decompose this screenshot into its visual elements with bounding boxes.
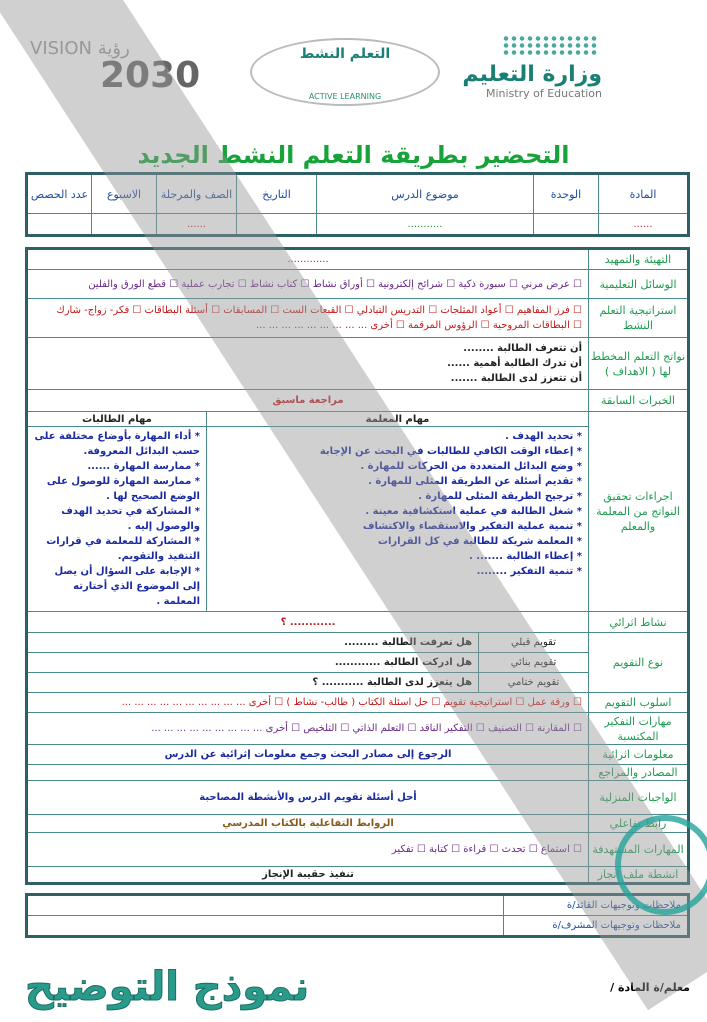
assessment-type: تقويم بنائي <box>479 653 589 673</box>
value-week[interactable] <box>92 214 157 236</box>
strategy-line[interactable]: ☐ البطاقات المروحية ☐ الرؤوس المرقمة ☐ أخرى ... ... ... ... ... ... ... ... ... <box>256 320 582 331</box>
page-title: التحضير بطريقة التعلم النشط الجديد <box>137 141 570 169</box>
student-task: * ممارسة المهارة للوصول على الوضع الصحيح لها . <box>46 476 200 502</box>
student-task: * أداء المهارة بأوضاع مختلفة على حسب البدائل المعروفة. <box>34 431 200 457</box>
active-learning-en: ACTIVE LEARNING <box>308 92 382 101</box>
header-grade: الصف والمرحلة <box>157 174 237 214</box>
student-task: * المشاركة في تحديد الهدف والوصول إليه . <box>61 506 200 532</box>
header-subject: المادة <box>599 174 689 214</box>
assessment-question: هل ادركت الطالبة ............ <box>27 653 479 673</box>
label-sources: المصادر والمراجع <box>589 765 689 781</box>
assessment-question: هل يتعزز لدى الطالبة ........... ؟ <box>27 673 479 693</box>
active-learning-logo <box>250 38 440 106</box>
student-tasks-header: مهام الطالبات <box>27 412 207 427</box>
value-sources[interactable] <box>27 765 589 781</box>
value-interactive-link[interactable]: الروابط التفاعلية بالكتاب المدرسي <box>27 815 589 833</box>
target-skills-checkboxes[interactable]: ☐ استماع ☐ تحدث ☐ قراءة ☐ كتابة ☐ تفكير <box>27 833 589 867</box>
label-outcomes: نواتج التعلم المخطط لها ( الاهداف ) <box>589 338 689 390</box>
teacher-tasks-header: مهام المعلمة <box>207 412 589 427</box>
value-prior-experience: مراجعة ماسبق <box>27 390 589 412</box>
value-date[interactable] <box>237 214 317 236</box>
watermark-text: نموذج التوضيح <box>25 964 310 1010</box>
label-target-skills: المهارات المستهدفة <box>589 833 689 867</box>
label-prior-experience: الخبرات السابقة <box>589 390 689 412</box>
vision-2030-logo <box>30 38 200 96</box>
header-periods: عدد الحصص <box>27 174 92 214</box>
teacher-task: * المعلمة شريكة للطالبة في كل القرارات <box>377 536 582 547</box>
thinking-skills-checkboxes[interactable]: ☐ المقارنة ☐ التصنيف ☐ التفكير الناقد ☐ التعلم الذاتي ☐ التلخيص ☐ أخرى ... ... ... ... ... ... ... ... ... <box>27 713 589 745</box>
value-portfolio: تنفيذ حقيبة الإنجاز <box>27 867 589 884</box>
teacher-task: * تقديم أسئلة عن الطريقة المثلى للمهارة . <box>368 476 582 487</box>
teacher-task: * ترجيح الطريقة المثلى للمهارة . <box>418 491 582 502</box>
supervisor-notes-field[interactable] <box>27 916 504 937</box>
teacher-task: * إعطاء الوقت الكافي للطالبات في البحث عن الإجابة <box>319 446 582 457</box>
teacher-task: * إعطاء الطالبة ....... . <box>469 551 582 562</box>
ministry-logo <box>462 62 602 100</box>
value-homework: أحل أسئلة تقويم الدرس والأنشطة المصاحبة <box>27 781 589 815</box>
teacher-signature-label: معلم/ة المادة / <box>610 980 690 994</box>
student-tasks <box>27 427 207 612</box>
notes-table <box>25 893 690 938</box>
assessment-method-checkboxes[interactable]: ☐ ورقة عمل ☐ استراتيجية تقويم ☐ حل اسئلة الكتاب ( طالب- نشاط ) ☐ أخرى ... ... ... ... ... ... ... ... ... ... <box>27 693 589 713</box>
value-subject[interactable]: ...... <box>599 214 689 236</box>
outcomes-list <box>27 338 589 390</box>
teacher-tasks <box>207 427 589 612</box>
label-warmup: التهيئة والتمهيد <box>589 249 689 270</box>
label-enrichment: نشاط اثرائي <box>589 612 689 633</box>
teacher-task: * تنمية التفكير ........ <box>476 566 582 577</box>
label-interactive-link: رابط تفاعلي <box>589 815 689 833</box>
label-homework: الواجبات المنزلية <box>589 781 689 815</box>
header-week: الاسبوع <box>92 174 157 214</box>
label-supervisor-notes: ملاحظات وتوجيهات المشرف/ة <box>504 916 689 937</box>
page-header <box>0 0 707 135</box>
leader-notes-field[interactable] <box>27 895 504 916</box>
teaching-aids-checkboxes[interactable]: ☐ عرض مرني ☐ سبورة ذكية ☐ شرائح إلكترونية ☐ أوراق نشاط ☐ كتاب نشاط ☐ تجارب عملية ☐ قطع الورق والفلين <box>27 270 589 299</box>
teacher-task: * شغل الطالبة في عملية استكشافية معينة . <box>365 506 582 517</box>
lesson-info-table <box>25 172 690 237</box>
value-extra-info: الرجوع إلى مصادر البحث وجمع معلومات إثرائية عن الدرس <box>27 745 589 765</box>
assessment-type: تقويم قبلي <box>479 633 589 653</box>
ministry-logo-icon <box>502 35 597 57</box>
teacher-task: * تنمية عملية التفكير والاستقصاء والاكتشاف <box>362 521 582 532</box>
label-extra-info: معلومات اثرائية <box>589 745 689 765</box>
active-learning-ar: التعلم النشط <box>299 46 391 62</box>
outcome-line: أن تتعزز لدى الطالبة ....... <box>450 373 582 384</box>
value-warmup[interactable]: ............. <box>27 249 589 270</box>
value-grade[interactable]: ...... <box>157 214 237 236</box>
ministry-name-en: Ministry of Education <box>485 87 602 100</box>
strategy-checkboxes[interactable] <box>27 299 589 338</box>
student-task: * الإجابة على السؤال أن يصل إلى الموضوع الذي أختارته المعلمة . <box>54 566 200 607</box>
label-portfolio: انشطة ملف انجاز <box>589 867 689 884</box>
value-lesson-topic[interactable]: ........... <box>317 214 534 236</box>
label-thinking-skills: مهارات التفكير المكتسبة <box>589 713 689 745</box>
value-periods[interactable] <box>27 214 92 236</box>
value-unit[interactable] <box>534 214 599 236</box>
outcome-line: أن تتعرف الطالبة ........ <box>463 343 582 354</box>
vision-text: VISION رؤية <box>30 38 130 59</box>
assessment-type: تقويم ختامي <box>479 673 589 693</box>
label-leader-notes: ملاحظات وتوجيهات القائد/ة <box>504 895 689 916</box>
student-task: * المشاركة للمعلمة في قرارات التنفيذ والتقويم. <box>46 536 200 562</box>
ministry-name-ar: وزارة التعليم <box>462 62 602 87</box>
strategy-line[interactable]: ☐ فرز المفاهيم ☐ أعواد المثلجات ☐ التدريس التبادلي ☐ القبعات الست ☐ المسابقات ☐ أسئلة البطاقات ☐ فكر- زواج- شارك <box>56 305 582 316</box>
header-unit: الوحدة <box>534 174 599 214</box>
assessment-question: هل تعرفت الطالبة ......... <box>27 633 479 653</box>
teacher-task: * وضع البدائل المتعددة من الحركات للمهارة . <box>360 461 582 472</box>
value-enrichment[interactable]: ............ ؟ <box>27 612 589 633</box>
header-date: التاريخ <box>237 174 317 214</box>
lesson-plan-table <box>25 247 690 885</box>
page-footer <box>25 952 690 1022</box>
label-assessment-type: نوع التقويم <box>589 633 689 693</box>
teacher-task: * تحديد الهدف . <box>505 431 582 442</box>
label-assessment-method: اسلوب التقويم <box>589 693 689 713</box>
label-strategy: استراتيجية التعلم النشط <box>589 299 689 338</box>
vision-year: 2030 <box>100 55 201 96</box>
outcome-line: أن تدرك الطالبة أهمية ...... <box>447 358 582 369</box>
label-teaching-aids: الوسائل التعليمية <box>589 270 689 299</box>
label-procedures: اجراءات تحقيق النواتج من المعلمة والمعلم <box>589 412 689 612</box>
header-lesson-topic: موضوع الدرس <box>317 174 534 214</box>
student-task: * ممارسة المهارة ...... <box>87 461 200 472</box>
